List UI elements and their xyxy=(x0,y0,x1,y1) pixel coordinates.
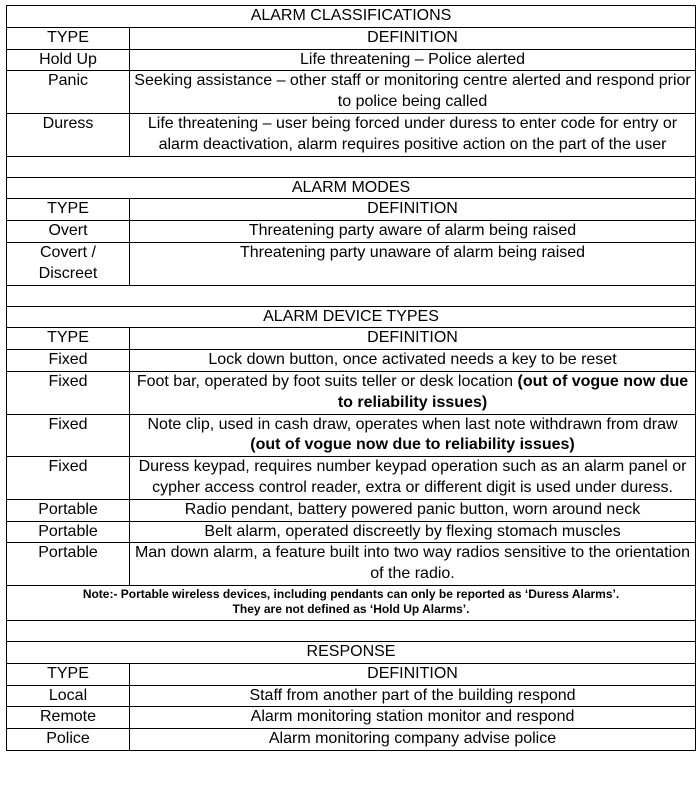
table-row xyxy=(7,499,696,521)
table-row xyxy=(7,242,696,285)
spacer-cell xyxy=(7,156,696,177)
definition-cell: Seeking assistance – other staff or monitoring centre alerted and respond prior to police being called xyxy=(130,71,696,114)
note-line-1: Note:- Portable wireless devices, including pendants can only be reported as ‘Duress Alarms’. xyxy=(82,586,620,601)
section-title: ALARM DEVICE TYPES xyxy=(7,306,696,328)
column-header-row xyxy=(7,328,696,350)
column-header-definition: DEFINITION xyxy=(130,27,696,49)
definition-cell xyxy=(130,371,696,414)
type-cell: Local xyxy=(7,685,130,707)
table-row xyxy=(7,707,696,729)
definition-cell: Man down alarm, a feature built into two way radios sensitive to the orientation of the radio. xyxy=(130,543,696,586)
definition-cell: Lock down button, once activated needs a key to be reset xyxy=(130,350,696,372)
table-row xyxy=(7,414,696,457)
definition-cell: Staff from another part of the building respond xyxy=(130,685,696,707)
definition-cell: Life threatening – user being forced under duress to enter code for entry or alarm deactivation, alarm requires positive action on the part of the user xyxy=(130,113,696,156)
type-cell: Fixed xyxy=(7,350,130,372)
type-cell: Duress xyxy=(7,113,130,156)
note-cell xyxy=(7,585,696,620)
column-header-type: TYPE xyxy=(7,27,130,49)
section-header-row xyxy=(7,306,696,328)
note-line-2: They are not defined as ‘Hold Up Alarms’. xyxy=(232,601,470,616)
section-title: ALARM CLASSIFICATIONS xyxy=(7,6,696,28)
table-row xyxy=(7,49,696,71)
spacer-cell xyxy=(7,285,696,306)
section-title: RESPONSE xyxy=(7,641,696,663)
spacer-cell xyxy=(7,620,696,641)
emphasis-text: (out of vogue now due to reliability issues) xyxy=(250,436,575,454)
column-header-row xyxy=(7,27,696,49)
table-row xyxy=(7,71,696,114)
type-cell: Fixed xyxy=(7,414,130,457)
definition-cell: Duress keypad, requires number keypad operation such as an alarm panel or cypher access control reader, extra or different digit is used under duress. xyxy=(130,457,696,500)
type-cell: Portable xyxy=(7,499,130,521)
column-header-definition: DEFINITION xyxy=(130,199,696,221)
column-header-type: TYPE xyxy=(7,663,130,685)
type-cell: Fixed xyxy=(7,457,130,500)
section-title: ALARM MODES xyxy=(7,177,696,199)
column-header-definition: DEFINITION xyxy=(130,663,696,685)
table-row xyxy=(7,543,696,586)
definition-cell: Radio pendant, battery powered panic button, worn around neck xyxy=(130,499,696,521)
type-cell: Police xyxy=(7,729,130,751)
spacer-row xyxy=(7,620,696,641)
table-row xyxy=(7,371,696,414)
spacer-row xyxy=(7,156,696,177)
definition-text: Foot bar, operated by foot suits teller or desk location xyxy=(136,372,514,390)
section-header-row xyxy=(7,6,696,28)
section-header-row xyxy=(7,641,696,663)
section-header-row xyxy=(7,177,696,199)
definition-cell: Threatening party unaware of alarm being raised xyxy=(130,242,696,285)
type-cell: Overt xyxy=(7,221,130,243)
column-header-type: TYPE xyxy=(7,328,130,350)
column-header-definition: DEFINITION xyxy=(130,328,696,350)
definition-text: Note clip, used in cash draw, operates when last note withdrawn from draw xyxy=(147,415,678,433)
type-cell: Remote xyxy=(7,707,130,729)
definition-cell: Life threatening – Police alerted xyxy=(130,49,696,71)
emphasis-text: (out of vogue now due to reliability issues) xyxy=(337,372,689,411)
definition-cell: Threatening party aware of alarm being raised xyxy=(130,221,696,243)
type-cell: Hold Up xyxy=(7,49,130,71)
note-row xyxy=(7,585,696,620)
column-header-row xyxy=(7,199,696,221)
type-cell: Panic xyxy=(7,71,130,114)
table-row xyxy=(7,685,696,707)
type-cell: Portable xyxy=(7,543,130,586)
type-cell: Fixed xyxy=(7,371,130,414)
type-cell: Covert / Discreet xyxy=(7,242,130,285)
alarm-reference-table xyxy=(6,5,696,751)
table-row xyxy=(7,457,696,500)
definition-cell: Alarm monitoring station monitor and respond xyxy=(130,707,696,729)
table-row xyxy=(7,521,696,543)
table-row xyxy=(7,350,696,372)
table-row xyxy=(7,221,696,243)
column-header-type: TYPE xyxy=(7,199,130,221)
table-row xyxy=(7,113,696,156)
definition-cell xyxy=(130,414,696,457)
definition-cell: Belt alarm, operated discreetly by flexing stomach muscles xyxy=(130,521,696,543)
type-cell: Portable xyxy=(7,521,130,543)
spacer-row xyxy=(7,285,696,306)
definition-cell: Alarm monitoring company advise police xyxy=(130,729,696,751)
column-header-row xyxy=(7,663,696,685)
table-row xyxy=(7,729,696,751)
